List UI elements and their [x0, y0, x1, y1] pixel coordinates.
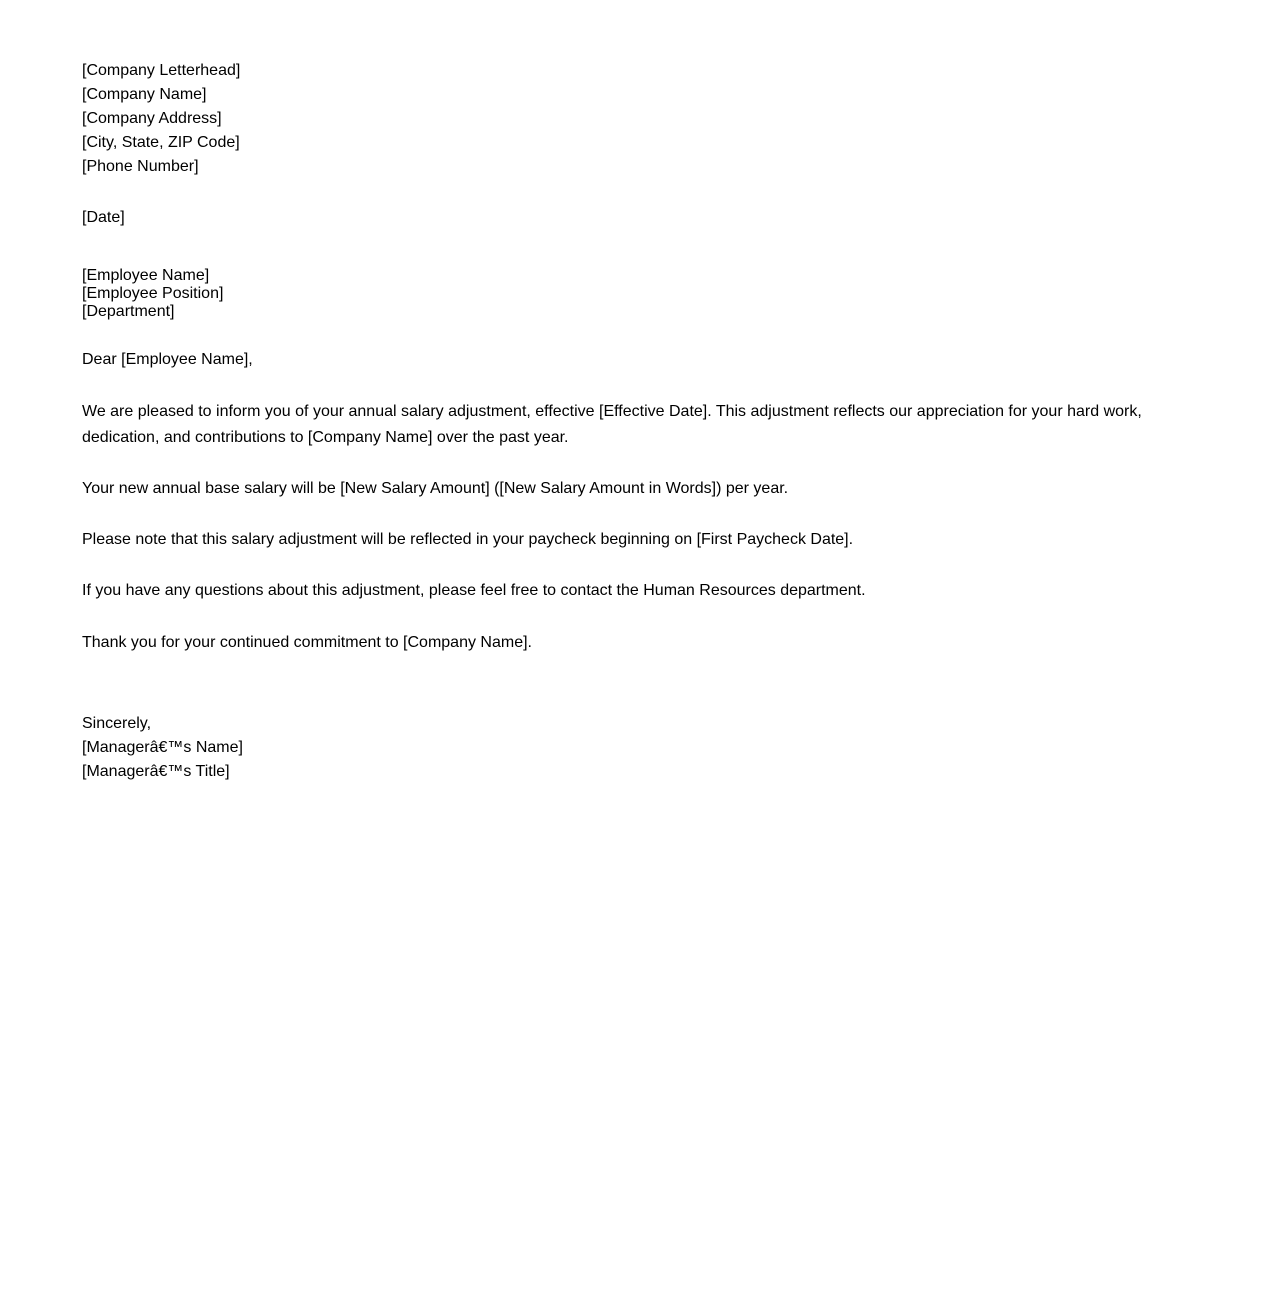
closing-signer-title: [Managerâ€™s Title] [82, 763, 230, 780]
letter-date: [Date] [82, 209, 125, 226]
closing-signer-name: [Managerâ€™s Name] [82, 739, 243, 756]
recipient-department: [Department] [82, 303, 175, 320]
letterhead-line-city-state-zip: [City, State, ZIP Code] [82, 134, 240, 151]
letterhead-line-phone-number: [Phone Number] [82, 158, 199, 175]
recipient-employee-position: [Employee Position] [82, 285, 224, 302]
letterhead-line-company-address: [Company Address] [82, 110, 222, 127]
body-paragraph-paycheck-date: Please note that this salary adjustment will be reflected in your paycheck beginning on [First Paycheck Date]. [82, 531, 854, 548]
recipient-employee-name: [Employee Name] [82, 267, 210, 284]
body-paragraph-contact-hr: If you have any questions about this adjustment, please feel free to contact the Human Resources department. [82, 582, 866, 599]
body-paragraph-new-salary: Your new annual base salary will be [New Salary Amount] ([New Salary Amount in Words]) per year. [82, 480, 789, 497]
salutation: Dear [Employee Name], [82, 351, 253, 368]
body-paragraph-thank-you: Thank you for your continued commitment to [Company Name]. [82, 634, 532, 651]
closing-sign-off: Sincerely, [82, 715, 152, 732]
body-paragraph-adjustment-intro: We are pleased to inform you of your annual salary adjustment, effective [Effective Date]. This adjustment reflects our appreciation for your hard work, dedication, and contributions to [Company Name] over the past year. [82, 403, 1142, 446]
letterhead-line-company-name: [Company Name] [82, 86, 207, 103]
letterhead-line-company-letterhead: [Company Letterhead] [82, 62, 241, 79]
